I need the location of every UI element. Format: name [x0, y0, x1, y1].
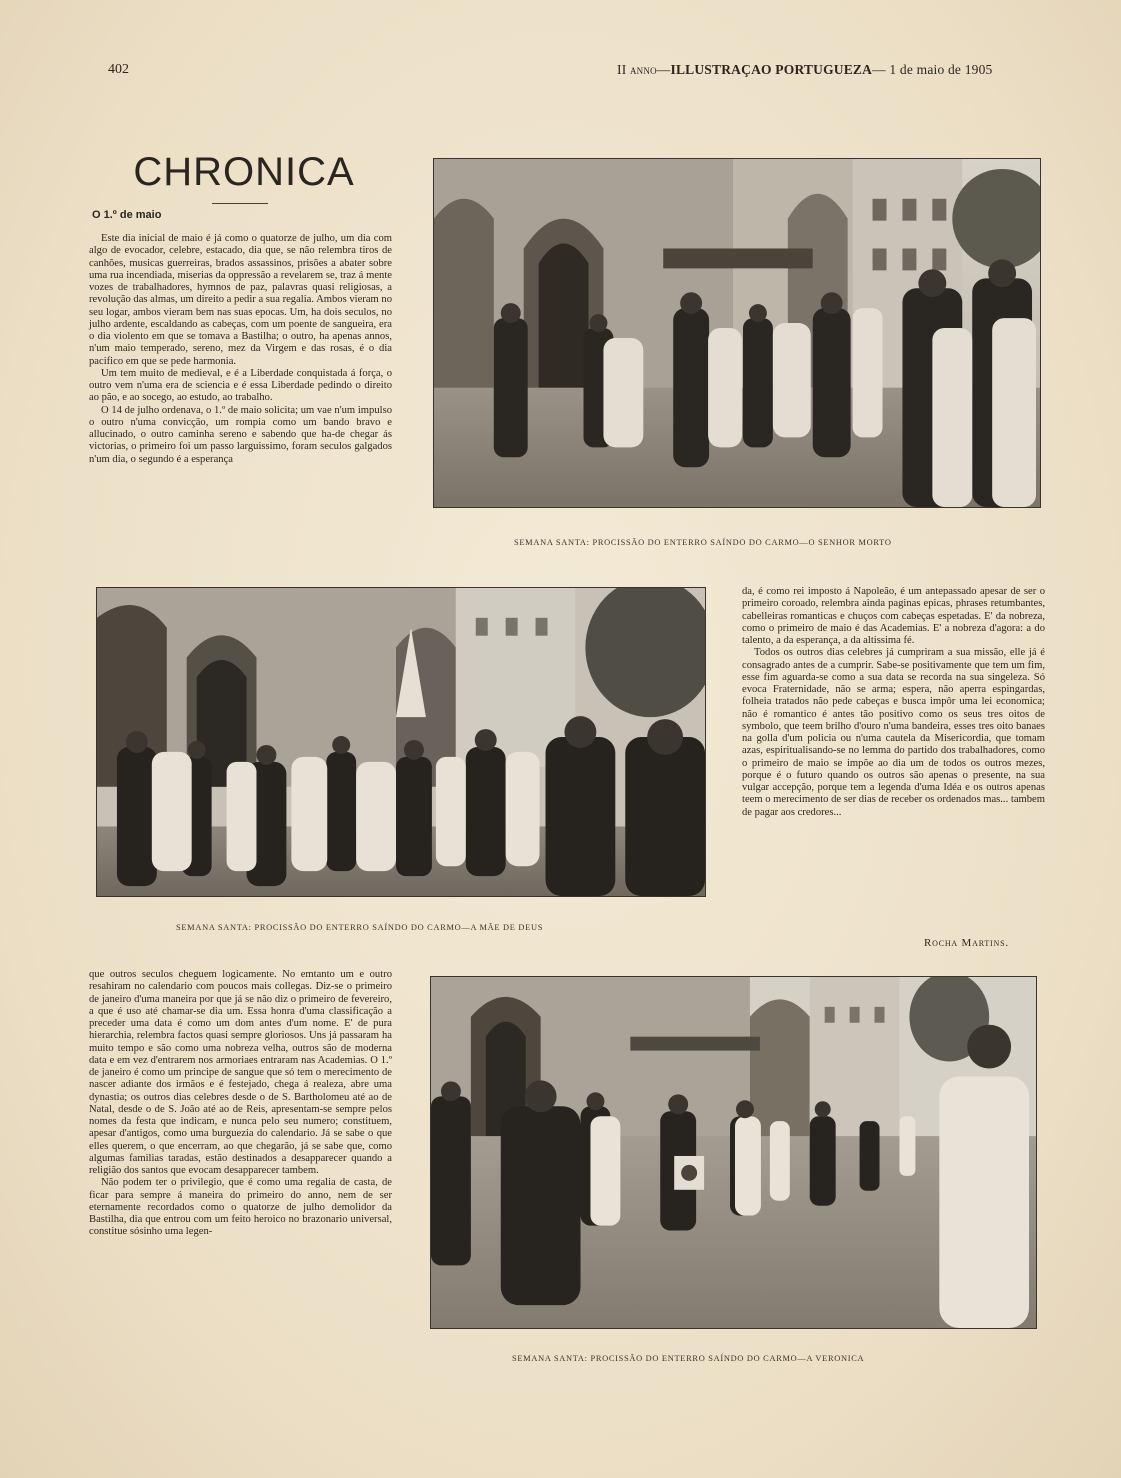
title-rule [212, 203, 268, 204]
running-header [617, 62, 993, 78]
paragraph: Todos os outros dias celebres já cumpriram a sua missão, elle já é consagrado antes de a cumprir. Sabe-se positivamente que tem um fim, esse fim aguarda-se como a sua data se recorda na sua singeleza. Só evoca Fraternidade, não se arma; espera, não aperra espingardas, folheia tratados não pede cabeças e busca impôr uma lei economica; não é romantico é antes tão positivo como os seus tres oitos de symbolo, que teem brilho d'ouro n'uma bandeira, esses tres oito banaes na golla d'um policia ou n'uma cautela da Misericordia, que tomam azas, espiritualisando-se no lemma do partido dos trabalhadores, como o primeiro de maio se impõe ao dia um de todos os outros mezes, porque é o futuro quando os outros são apenas o presente, na sua vulgar accepção, porque tem a legenda d'uma Idéa e os outros apenas teem o merecimento de ser dias de receber os ordenados mas... tambem de pagar aos credores... [742, 647, 1045, 818]
photo-caption-veronica: SEMANA SANTA: PROCISSÃO DO ENTERRO SAÍNDO DO CARMO—A VERONICA [512, 1354, 865, 1363]
article-title: CHRONICA [133, 150, 355, 194]
text-column-2 [742, 586, 1045, 819]
header-dash-2: — [872, 62, 886, 77]
text-column-1 [89, 233, 392, 466]
issue-prefix: II [617, 62, 627, 77]
paragraph: da, é como rei imposto á Napoleão, é um antepassado apesar de ser o primeiro coroado, relembra ainda paginas epicas, phrases retumbantes, cabelleiras romanticas e chuços com cabeças espetadas. E' da nobreza, como o primeiro de maio é das Academias. E' a nobreza d'agora: a do talento, a da esperança, a da altissima fé. [742, 586, 1045, 646]
photo-senhor-morto [433, 158, 1041, 508]
publication-name: ILLUSTRAÇAO PORTUGUEZA [670, 62, 873, 77]
paragraph: Um tem muito de medieval, e é a Liberdade conquistada á força, o outro vem n'uma era de sciencia e é essa Liberdade pedindo o direito ao pão, e ao socego, ao estudo, ao trabalho. [89, 367, 392, 404]
photo-mae-de-deus [96, 587, 706, 897]
page-number: 402 [108, 62, 129, 77]
paragraph: O 14 de julho ordenava, o 1.º de maio solicita; um vae n'um impulso o outro n'uma convicção, um rompia como um bando bravo e allucinado, o outro caminha sereno e sabendo que ha-de chegar ás victorias, o primeiro foi um passo larguissimo, foram seculos galgados n'um dia, o segundo é a esperança [89, 404, 392, 465]
issue-anno: anno [629, 62, 657, 77]
photo-veronica [430, 976, 1037, 1329]
photo-mae-de-deus-image [97, 588, 705, 896]
paragraph: que outros seculos cheguem logicamente. No emtanto um e outro resahiram no calendario com poucos mais collegas. Diz-se o primeiro de janeiro d'uma maneira por que já se não diz o primeiro de fevereiro, a que é uso até chamar-se dia um. Essa honra d'uma classificação a preceder uma data é como um dom antes d'um nome. E' de pura hierarchia, relembra factos quasi sempre gloriosos. Uns já passaram ha muito tempo e são como uma nobreza velha, outros são de moderna data e em vez d'entrarem nos armoriaes entraram nas Academias. O 1.º de janeiro é como um principe de sangue que só tem o merecimento de nascer adiante dos irmãos e é festejado, chega á realeza, abre uma dynastia; os outros dias celebres desde o de S. Bartholomeu até ao de Natal, desde o de S. João até ao de Reis, apresentam-se sempre pelos nomes da festa que indicam, e nunca pelo seu numero; constituem, apesar d'antigos, como uma burguezia do calendario. Já se sabe o que elles querem, o que encerram, ao que chegarão, já se sabe que, como algumas familias taradas, estão destinados a desapparecer quando a religião dos santos que evocam desapparecer tambem. [89, 969, 392, 1176]
issue-date: 1 de maio de 1905 [889, 62, 993, 77]
photo-senhor-morto-image [434, 159, 1040, 507]
photo-veronica-image [431, 977, 1036, 1328]
photo-caption-senhor-morto: SEMANA SANTA: PROCISSÃO DO ENTERRO SAÍNDO DO CARMO—O SENHOR MORTO [514, 538, 892, 547]
text-column-3 [89, 969, 392, 1239]
paragraph: Não podem ter o privilegio, que é como uma regalia de casta, de ficar para sempre á maneira do primeiro do anno, nem de ser eternamente recordados como o quatorze de julho demolidor da Bastilha, dia que entrou com um feito heroico no brazonario universal, constitue sósinho uma legen- [89, 1177, 392, 1238]
author-signature: Rocha Martins. [924, 937, 1009, 949]
photo-caption-mae-de-deus: SEMANA SANTA: PROCISSÃO DO ENTERRO SAÍNDO DO CARMO—A MÃE DE DEUS [176, 923, 544, 932]
header-dash-1: — [656, 62, 671, 77]
article-subtitle: O 1.º de maio [92, 209, 162, 221]
paragraph: Este dia inicial de maio é já como o quatorze de julho, um dia com algo de evocador, celebre, estacado, dia que, se não relembra tiros de canhões, musicas guerreiras, brados assassinos, prisões a abater sobre uma rua incendiada, miserias da oppressão a revelarem se, traz á mente vozes de trabalhadores, hymnos de paz, palavras quasi religiosas, a revolução das almas, um direito a pedir a sua regalia. Ambos vieram no seu logar, ambos vieram bem nas suas epocas. Um, ha dois seculos, no julho ardente, escaldando as cabeças, com um poente de sangueira, era o dia violento em que se tomava a Bastilha; o outro, ha apenas annos, n'um maio temperado, sereno, mez da Virgem e das rosas, é o dia pacifico em que se pede harmonia. [89, 233, 393, 367]
